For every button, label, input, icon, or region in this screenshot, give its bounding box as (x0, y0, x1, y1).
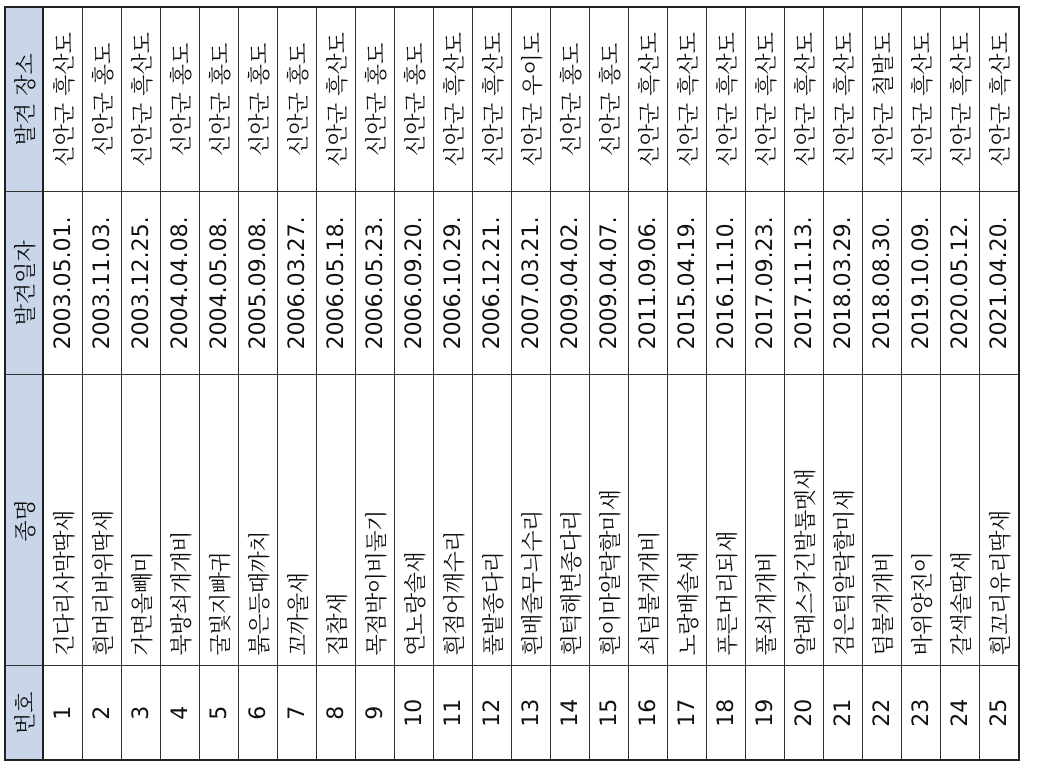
cell-number: 1 (43, 666, 83, 760)
table-row (278, 7, 317, 760)
table-row (707, 7, 746, 760)
cell-discovery-date: 2006.05.18. (317, 191, 356, 375)
cell-number: 18 (707, 666, 746, 760)
cell-number: 25 (980, 666, 1020, 760)
cell-discovery-place: 신안군 홍도 (278, 7, 317, 191)
table-row (746, 7, 785, 760)
cell-discovery-date: 2006.05.23. (356, 191, 395, 375)
cell-discovery-place: 신안군 홍도 (590, 7, 629, 191)
table-row (434, 7, 473, 760)
table-row (317, 7, 356, 760)
cell-discovery-place: 신안군 흑산도 (668, 7, 707, 191)
table-row (83, 7, 122, 760)
cell-discovery-place: 신안군 흑산도 (980, 7, 1020, 191)
cell-species-name: 가면올빼미 (122, 375, 161, 666)
table-row (980, 7, 1020, 760)
cell-species-name: 흰턱해변종다리 (551, 375, 590, 666)
cell-discovery-place: 신안군 흑산도 (785, 7, 824, 191)
cell-discovery-place: 신안군 흑산도 (473, 7, 512, 191)
cell-discovery-date: 2005.09.08. (239, 191, 278, 375)
cell-discovery-date: 2004.04.08. (161, 191, 200, 375)
table-body (43, 7, 1019, 760)
cell-species-name: 알래스카긴발톱멧새 (785, 375, 824, 666)
cell-discovery-place: 신안군 흑산도 (707, 7, 746, 191)
cell-number: 20 (785, 666, 824, 760)
cell-number: 7 (278, 666, 317, 760)
cell-number: 8 (317, 666, 356, 760)
cell-discovery-place: 신안군 홍도 (161, 7, 200, 191)
table-row (512, 7, 551, 760)
cell-species-name: 북방쇠개개비 (161, 375, 200, 666)
cell-species-name: 꼬까울새 (278, 375, 317, 666)
cell-number: 10 (395, 666, 434, 760)
header-discovery-place: 발견 장소 (5, 7, 43, 191)
cell-number: 15 (590, 666, 629, 760)
cell-discovery-date: 2009.04.02. (551, 191, 590, 375)
cell-species-name: 풀쇠개개비 (746, 375, 785, 666)
header-row (5, 7, 43, 760)
cell-discovery-place: 신안군 흑산도 (824, 7, 863, 191)
bird-discovery-table (4, 6, 1020, 761)
table-row (395, 7, 434, 760)
table-row (239, 7, 278, 760)
table-row (941, 7, 980, 760)
table-row (590, 7, 629, 760)
cell-discovery-date: 2003.12.25. (122, 191, 161, 375)
cell-number: 2 (83, 666, 122, 760)
cell-species-name: 연노랑솔새 (395, 375, 434, 666)
table-header (5, 7, 43, 760)
cell-discovery-place: 신안군 홍도 (395, 7, 434, 191)
cell-discovery-place: 신안군 흑산도 (941, 7, 980, 191)
cell-species-name: 검은턱알락할미새 (824, 375, 863, 666)
table-row (473, 7, 512, 760)
cell-number: 5 (200, 666, 239, 760)
cell-species-name: 덤불개개비 (863, 375, 902, 666)
cell-number: 21 (824, 666, 863, 760)
cell-discovery-date: 2011.09.06. (629, 191, 668, 375)
cell-discovery-place: 신안군 흑산도 (317, 7, 356, 191)
cell-number: 12 (473, 666, 512, 760)
cell-species-name: 긴다리사막딱새 (43, 375, 83, 666)
table-row (863, 7, 902, 760)
cell-species-name: 흰배줄무늬수리 (512, 375, 551, 666)
cell-discovery-date: 2018.08.30. (863, 191, 902, 375)
cell-discovery-date: 2006.03.27. (278, 191, 317, 375)
cell-species-name: 목점박이비둘기 (356, 375, 395, 666)
cell-discovery-date: 2007.03.21. (512, 191, 551, 375)
cell-discovery-date: 2003.11.03. (83, 191, 122, 375)
cell-discovery-place: 신안군 홍도 (356, 7, 395, 191)
cell-discovery-date: 2020.05.12. (941, 191, 980, 375)
cell-species-name: 푸른머리되새 (707, 375, 746, 666)
cell-species-name: 굴빛지빠귀 (200, 375, 239, 666)
table-row (43, 7, 83, 760)
cell-number: 11 (434, 666, 473, 760)
cell-discovery-place: 신안군 흑산도 (434, 7, 473, 191)
cell-number: 14 (551, 666, 590, 760)
cell-discovery-date: 2006.12.21. (473, 191, 512, 375)
cell-discovery-date: 2006.10.29. (434, 191, 473, 375)
cell-discovery-place: 신안군 흑산도 (122, 7, 161, 191)
cell-discovery-date: 2016.11.10. (707, 191, 746, 375)
cell-number: 13 (512, 666, 551, 760)
cell-species-name: 흰꼬리유리딱새 (980, 375, 1020, 666)
cell-number: 17 (668, 666, 707, 760)
cell-species-name: 흰이마알락할미새 (590, 375, 629, 666)
cell-number: 19 (746, 666, 785, 760)
cell-species-name: 흰점어깨수리 (434, 375, 473, 666)
cell-discovery-place: 신안군 홍도 (551, 7, 590, 191)
cell-discovery-date: 2009.04.07. (590, 191, 629, 375)
cell-number: 24 (941, 666, 980, 760)
header-discovery-date: 발견일자 (5, 191, 43, 375)
cell-discovery-place: 신안군 흑산도 (43, 7, 83, 191)
table-row (200, 7, 239, 760)
cell-number: 9 (356, 666, 395, 760)
cell-discovery-place: 신안군 홍도 (83, 7, 122, 191)
cell-discovery-date: 2006.09.20. (395, 191, 434, 375)
cell-species-name: 붉은등때까치 (239, 375, 278, 666)
cell-discovery-date: 2015.04.19. (668, 191, 707, 375)
cell-discovery-date: 2018.03.29. (824, 191, 863, 375)
cell-discovery-place: 신안군 우이도 (512, 7, 551, 191)
header-species-name: 종명 (5, 375, 43, 666)
table-row (551, 7, 590, 760)
table-row (629, 7, 668, 760)
cell-discovery-date: 2004.05.08. (200, 191, 239, 375)
table-row (122, 7, 161, 760)
cell-species-name: 노랑배솔새 (668, 375, 707, 666)
cell-discovery-date: 2017.11.13. (785, 191, 824, 375)
cell-number: 4 (161, 666, 200, 760)
table-row (668, 7, 707, 760)
cell-discovery-date: 2003.05.01. (43, 191, 83, 375)
table-row (824, 7, 863, 760)
cell-number: 22 (863, 666, 902, 760)
table-row (161, 7, 200, 760)
cell-discovery-place: 신안군 흑산도 (629, 7, 668, 191)
cell-species-name: 갈색솔딱새 (941, 375, 980, 666)
header-number: 번호 (5, 666, 43, 760)
cell-discovery-date: 2019.10.09. (902, 191, 941, 375)
cell-discovery-place: 신안군 칠발도 (863, 7, 902, 191)
cell-species-name: 바위양진이 (902, 375, 941, 666)
cell-species-name: 흰머리바위딱새 (83, 375, 122, 666)
cell-discovery-date: 2017.09.23. (746, 191, 785, 375)
cell-number: 6 (239, 666, 278, 760)
cell-number: 3 (122, 666, 161, 760)
table-row (785, 7, 824, 760)
cell-discovery-date: 2021.04.20. (980, 191, 1020, 375)
table-row (356, 7, 395, 760)
cell-number: 16 (629, 666, 668, 760)
table-row (902, 7, 941, 760)
cell-discovery-place: 신안군 흑산도 (902, 7, 941, 191)
cell-species-name: 집참새 (317, 375, 356, 666)
cell-species-name: 쇠덤불개개비 (629, 375, 668, 666)
cell-species-name: 풀밭종다리 (473, 375, 512, 666)
cell-discovery-place: 신안군 홍도 (200, 7, 239, 191)
cell-discovery-place: 신안군 흑산도 (746, 7, 785, 191)
cell-discovery-place: 신안군 홍도 (239, 7, 278, 191)
cell-number: 23 (902, 666, 941, 760)
